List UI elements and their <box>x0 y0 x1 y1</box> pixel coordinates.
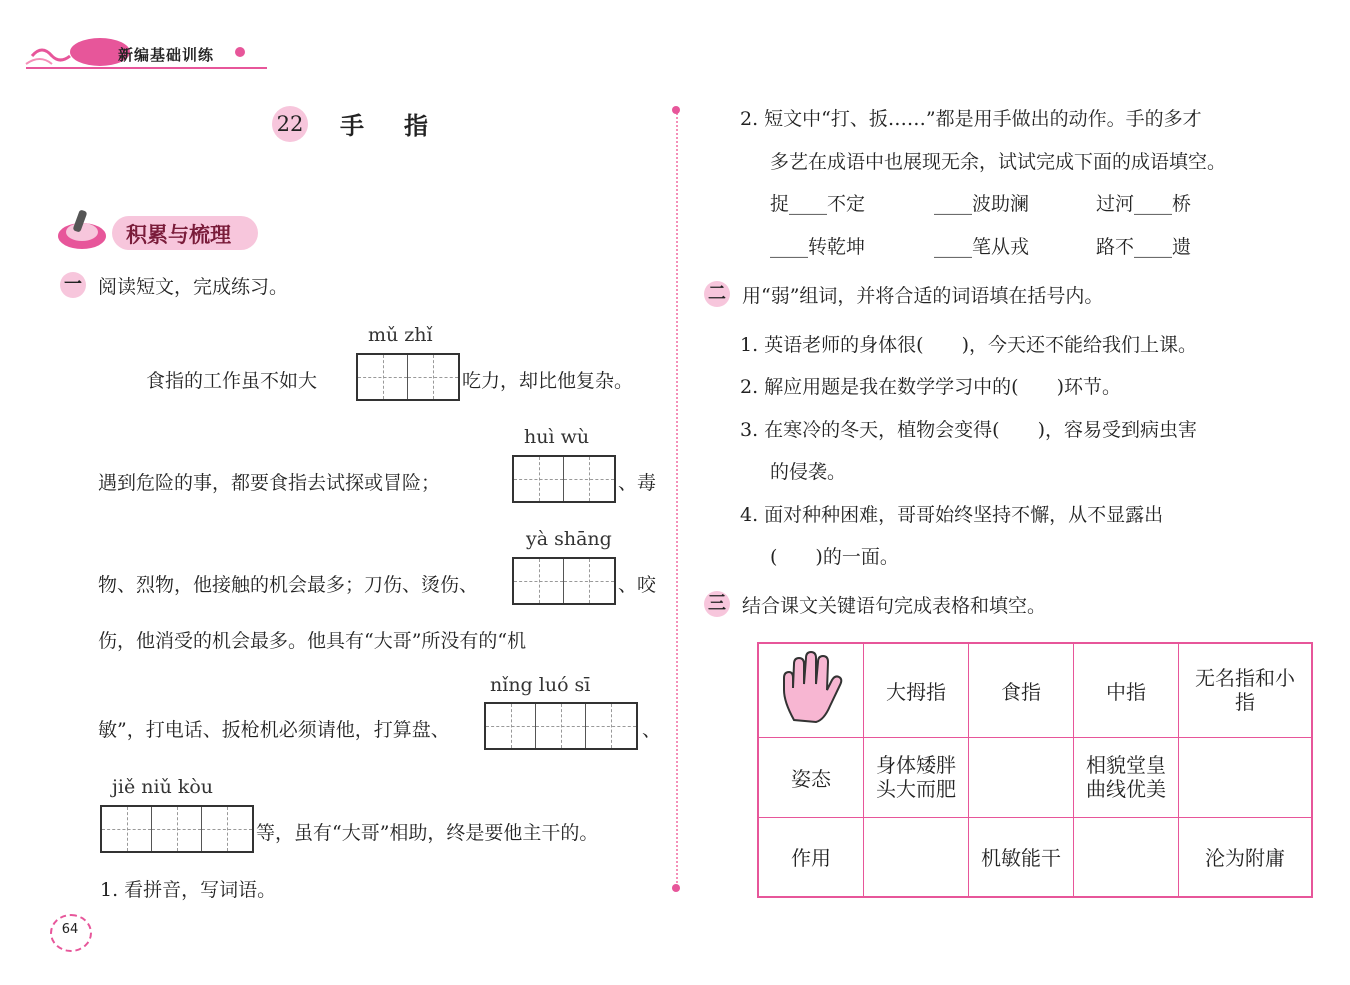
cell-ring-little-posture[interactable] <box>1179 737 1313 817</box>
cell-thumb-posture: 身体矮胖头大而肥 <box>864 737 969 817</box>
row-label-posture: 姿态 <box>758 737 864 817</box>
header-middle: 中指 <box>1074 643 1179 737</box>
pinyin-ningluosi: nǐng luó sī <box>490 674 591 696</box>
pinyin-yashang: yà shāng <box>526 528 612 550</box>
passage-line-2: 遇到危险的事，都要食指去试探或冒险； <box>98 472 441 494</box>
idiom-3: 过河____桥 <box>1096 193 1192 215</box>
fingers-table <box>757 642 1313 898</box>
answer-grid-ningluosi[interactable] <box>484 702 638 750</box>
lesson-number: 22 <box>272 106 308 142</box>
series-title: 新编基础训练 <box>118 46 215 64</box>
passage-line-3b: 、咬 <box>618 574 657 596</box>
passage-line-4: 伤，他消受的机会最多。他具有“大哥”所没有的“机 <box>98 630 527 652</box>
answer-grid-muzhi[interactable] <box>356 353 460 401</box>
cell-index-posture[interactable] <box>969 737 1074 817</box>
idiom-1: 捉____不定 <box>770 193 866 215</box>
passage-line-3: 物、烈物，他接触的机会最多；刀伤、烫伤、 <box>98 574 479 596</box>
pinyin-jieniukou: jiě niǔ kòu <box>112 776 214 798</box>
cell-index-function: 机敏能干 <box>969 817 1074 897</box>
passage-line-6: 等，虽有“大哥”相助，终是要他主干的。 <box>256 822 599 844</box>
header-index: 食指 <box>969 643 1074 737</box>
idiom-6: 路不____遗 <box>1096 236 1192 258</box>
section-title: 积累与梳理 <box>126 222 231 247</box>
header-thumb: 大拇指 <box>864 643 969 737</box>
sub-question-2-line-1: 2. 短文中“打、扳……”都是用手做出的动作。手的多才 <box>740 108 1202 130</box>
question-number-3: 三 <box>704 591 730 617</box>
cell-thumb-function[interactable] <box>864 817 969 897</box>
cell-ring-little-function: 沦为附庸 <box>1179 817 1313 897</box>
question-number-1: 一 <box>60 272 86 298</box>
question-1-prompt: 阅读短文，完成练习。 <box>98 276 289 298</box>
page-number: 64 <box>61 922 79 937</box>
pinyin-huiwu: huì wù <box>524 426 590 448</box>
answer-grid-yashang[interactable] <box>512 557 616 605</box>
answer-grid-jieniukou[interactable] <box>100 805 254 853</box>
column-divider <box>676 110 678 890</box>
q2-item-3-cont: 的侵袭。 <box>770 461 847 483</box>
q2-item-4: 4. 面对种种困难，哥哥始终坚持不懈，从不显露出 <box>740 504 1164 526</box>
hand-icon-cell <box>758 643 864 737</box>
header-ring-little: 无名指和小指 <box>1179 643 1313 737</box>
row-label-function: 作用 <box>758 817 864 897</box>
q2-item-4-cont: ( )的一面。 <box>770 546 899 568</box>
passage-line-5b: 、 <box>642 719 662 741</box>
idiom-5: ____笔从戎 <box>934 236 1030 258</box>
cell-middle-function[interactable] <box>1074 817 1179 897</box>
section-icon <box>54 206 110 252</box>
sub-question-1: 1. 看拼音，写词语。 <box>100 879 277 901</box>
hand-icon <box>776 650 846 726</box>
idiom-2: ____波助澜 <box>934 193 1030 215</box>
cell-middle-posture: 相貌堂皇曲线优美 <box>1074 737 1179 817</box>
question-2-prompt: 用“弱”组词，并将合适的词语填在括号内。 <box>742 285 1104 307</box>
idiom-4: ____转乾坤 <box>770 236 866 258</box>
question-number-2: 二 <box>704 281 730 307</box>
passage-line-5: 敏”，打电话、扳枪机必须请他，打算盘、 <box>98 719 450 741</box>
q2-item-1: 1. 英语老师的身体很( )，今天还不能给我们上课。 <box>740 334 1197 356</box>
passage-line-1b: 吃力，却比他复杂。 <box>462 370 634 392</box>
sub-question-2-line-2: 多艺在成语中也展现无余，试试完成下面的成语填空。 <box>770 151 1227 173</box>
answer-grid-huiwu[interactable] <box>512 455 616 503</box>
q2-item-2: 2. 解应用题是我在数学学习中的( )环节。 <box>740 376 1121 398</box>
passage-line-1: 食指的工作虽不如大 <box>146 370 318 392</box>
q2-item-3: 3. 在寒冷的冬天，植物会变得( )，容易受到病虫害 <box>740 419 1197 441</box>
lesson-title: 手指 <box>340 111 468 140</box>
passage-line-2b: 、毒 <box>618 472 657 494</box>
pinyin-muzhi: mǔ zhǐ <box>368 324 433 346</box>
question-3-prompt: 结合课文关键语句完成表格和填空。 <box>742 595 1047 617</box>
divider-dot-bottom <box>672 884 680 892</box>
divider-dot-top <box>672 106 680 114</box>
